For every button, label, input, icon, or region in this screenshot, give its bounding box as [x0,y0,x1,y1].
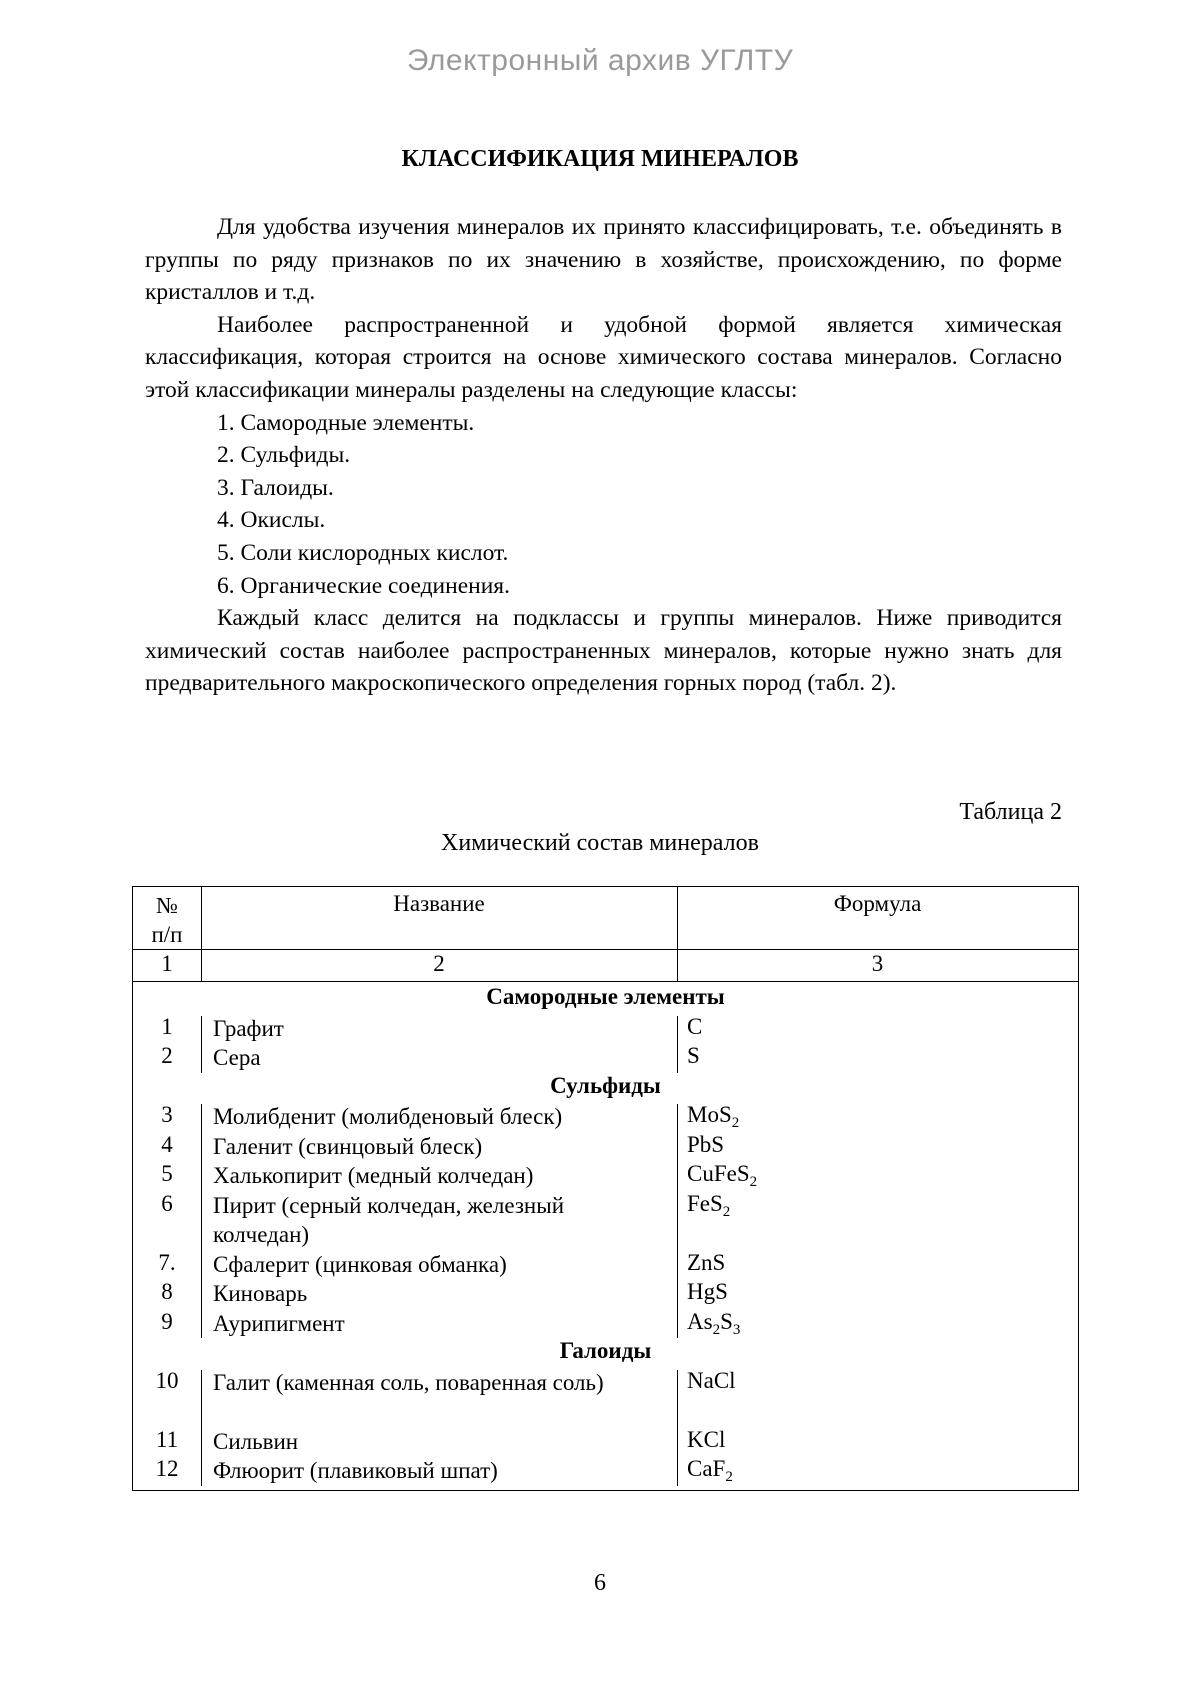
col-number-1: 1 [161,951,173,976]
row-number: 11 [155,1426,179,1452]
class-list-item: 6. Органические соединения. [217,572,510,599]
mineral-name: Сера [213,1045,261,1070]
section-title: Самородные элементы [486,984,725,1009]
mineral-name: Галит (каменная соль, поваренная соль) [213,1369,604,1395]
table-caption: Химический состав минералов [441,830,759,856]
row-number: 9 [161,1308,173,1334]
mineral-name: Графит [213,1015,284,1041]
mineral-name: Галенит (свинцовый блеск) [213,1133,483,1159]
mineral-formula: C [687,1013,703,1039]
mineral-name: Флюорит (плавиковый шпат) [213,1458,498,1483]
col-number-2: 2 [433,951,445,976]
column-divider [201,1016,202,1073]
row-number: 3 [161,1102,173,1127]
row-number: 10 [155,1367,179,1393]
section-title: Сульфиды [550,1072,661,1098]
section-title: Галоиды [559,1338,652,1363]
col-numbers-divider [133,981,1078,982]
mineral-formula: ZnS [687,1249,726,1275]
header-name: Название [393,891,485,916]
header-divider [133,949,1078,950]
paragraph-classification: Наиболее распространенной и удобной формой является химическая классификация, которая строится на основе химического состава минералов. Согласно этой классификации минералы разделены на следующие классы: [145,311,1062,403]
mineral-formula: NaCl [687,1367,736,1393]
body-text [145,211,1062,700]
class-list-item: 5. Соли кислородных кислот. [217,539,509,566]
row-number: 5 [161,1161,173,1186]
mineral-formula: FeS$_2$ [687,1190,731,1220]
mineral-name: Халькопирит (медный колчедан) [213,1163,534,1188]
mineral-formula: HgS [687,1279,728,1304]
mineral-formula: PbS [687,1131,725,1157]
row-number: 8 [161,1279,173,1304]
mineral-formula: MoS$_2$ [687,1102,740,1131]
class-list-item: 4. Окислы. [217,507,326,534]
mineral-name: Киноварь [213,1281,308,1306]
mineral-name: Сильвин [213,1428,299,1454]
row-number: 4 [161,1131,173,1157]
row-number: 1 [161,1013,173,1039]
row-number: 12 [155,1456,179,1481]
column-divider [201,1370,202,1486]
mineral-formula: CuFeS$_2$ [687,1161,758,1190]
col-number-3: 3 [871,951,884,976]
minerals-table [132,886,1079,1491]
column-divider [677,1370,678,1486]
watermark: Электронный архив УГЛТУ [406,44,794,77]
class-list-item: 1. Самородные элементы. [217,409,475,436]
column-divider [677,1016,678,1073]
row-number: 2 [161,1043,173,1068]
class-list-item: 3. Галоиды. [217,474,334,501]
row-number: 6 [161,1190,173,1216]
header-num-line1: № [156,893,178,918]
page-title: КЛАССИФИКАЦИЯ МИНЕРАЛОВ [401,146,799,172]
mineral-formula: CaF$_2$ [687,1456,733,1485]
mineral-name: Сфалерит (цинковая обманка) [213,1251,507,1277]
paragraph-closing: Каждый класс делится на подклассы и группы минералов. Ниже приводится химический состав наиболее распространенных минералов, которые нужно знать для предварительного макроскопического определения горных пород (табл. 2). [145,605,1062,697]
row-number: 7. [158,1249,176,1275]
mineral-formula: $As_2S_3$ [687,1308,741,1338]
class-list-item: 2. Сульфиды. [217,442,351,469]
mineral-name: Пирит (серный колчедан, железный колчедан) [213,1192,564,1247]
header-num-line2: п/п [151,922,183,947]
page-number: 6 [594,1570,606,1596]
column-divider [201,1104,202,1338]
mineral-formula: KCl [687,1426,726,1452]
mineral-formula: S [687,1043,700,1068]
mineral-name: Молибденит (молибденовый блеск) [213,1104,563,1129]
mineral-name: Аурипигмент [213,1310,345,1336]
paragraph-intro: Для удобства изучения минералов их принято классифицировать, т.е. объединять в группы по ряду признаков по их значению в хозяйстве, происхождению, по форме кристаллов и т.д. [145,214,1062,306]
header-num [133,891,201,949]
table-label: Таблица 2 [959,799,1062,825]
column-divider [677,1104,678,1338]
class-list [145,407,1062,603]
header-formula: Формула [833,891,922,916]
